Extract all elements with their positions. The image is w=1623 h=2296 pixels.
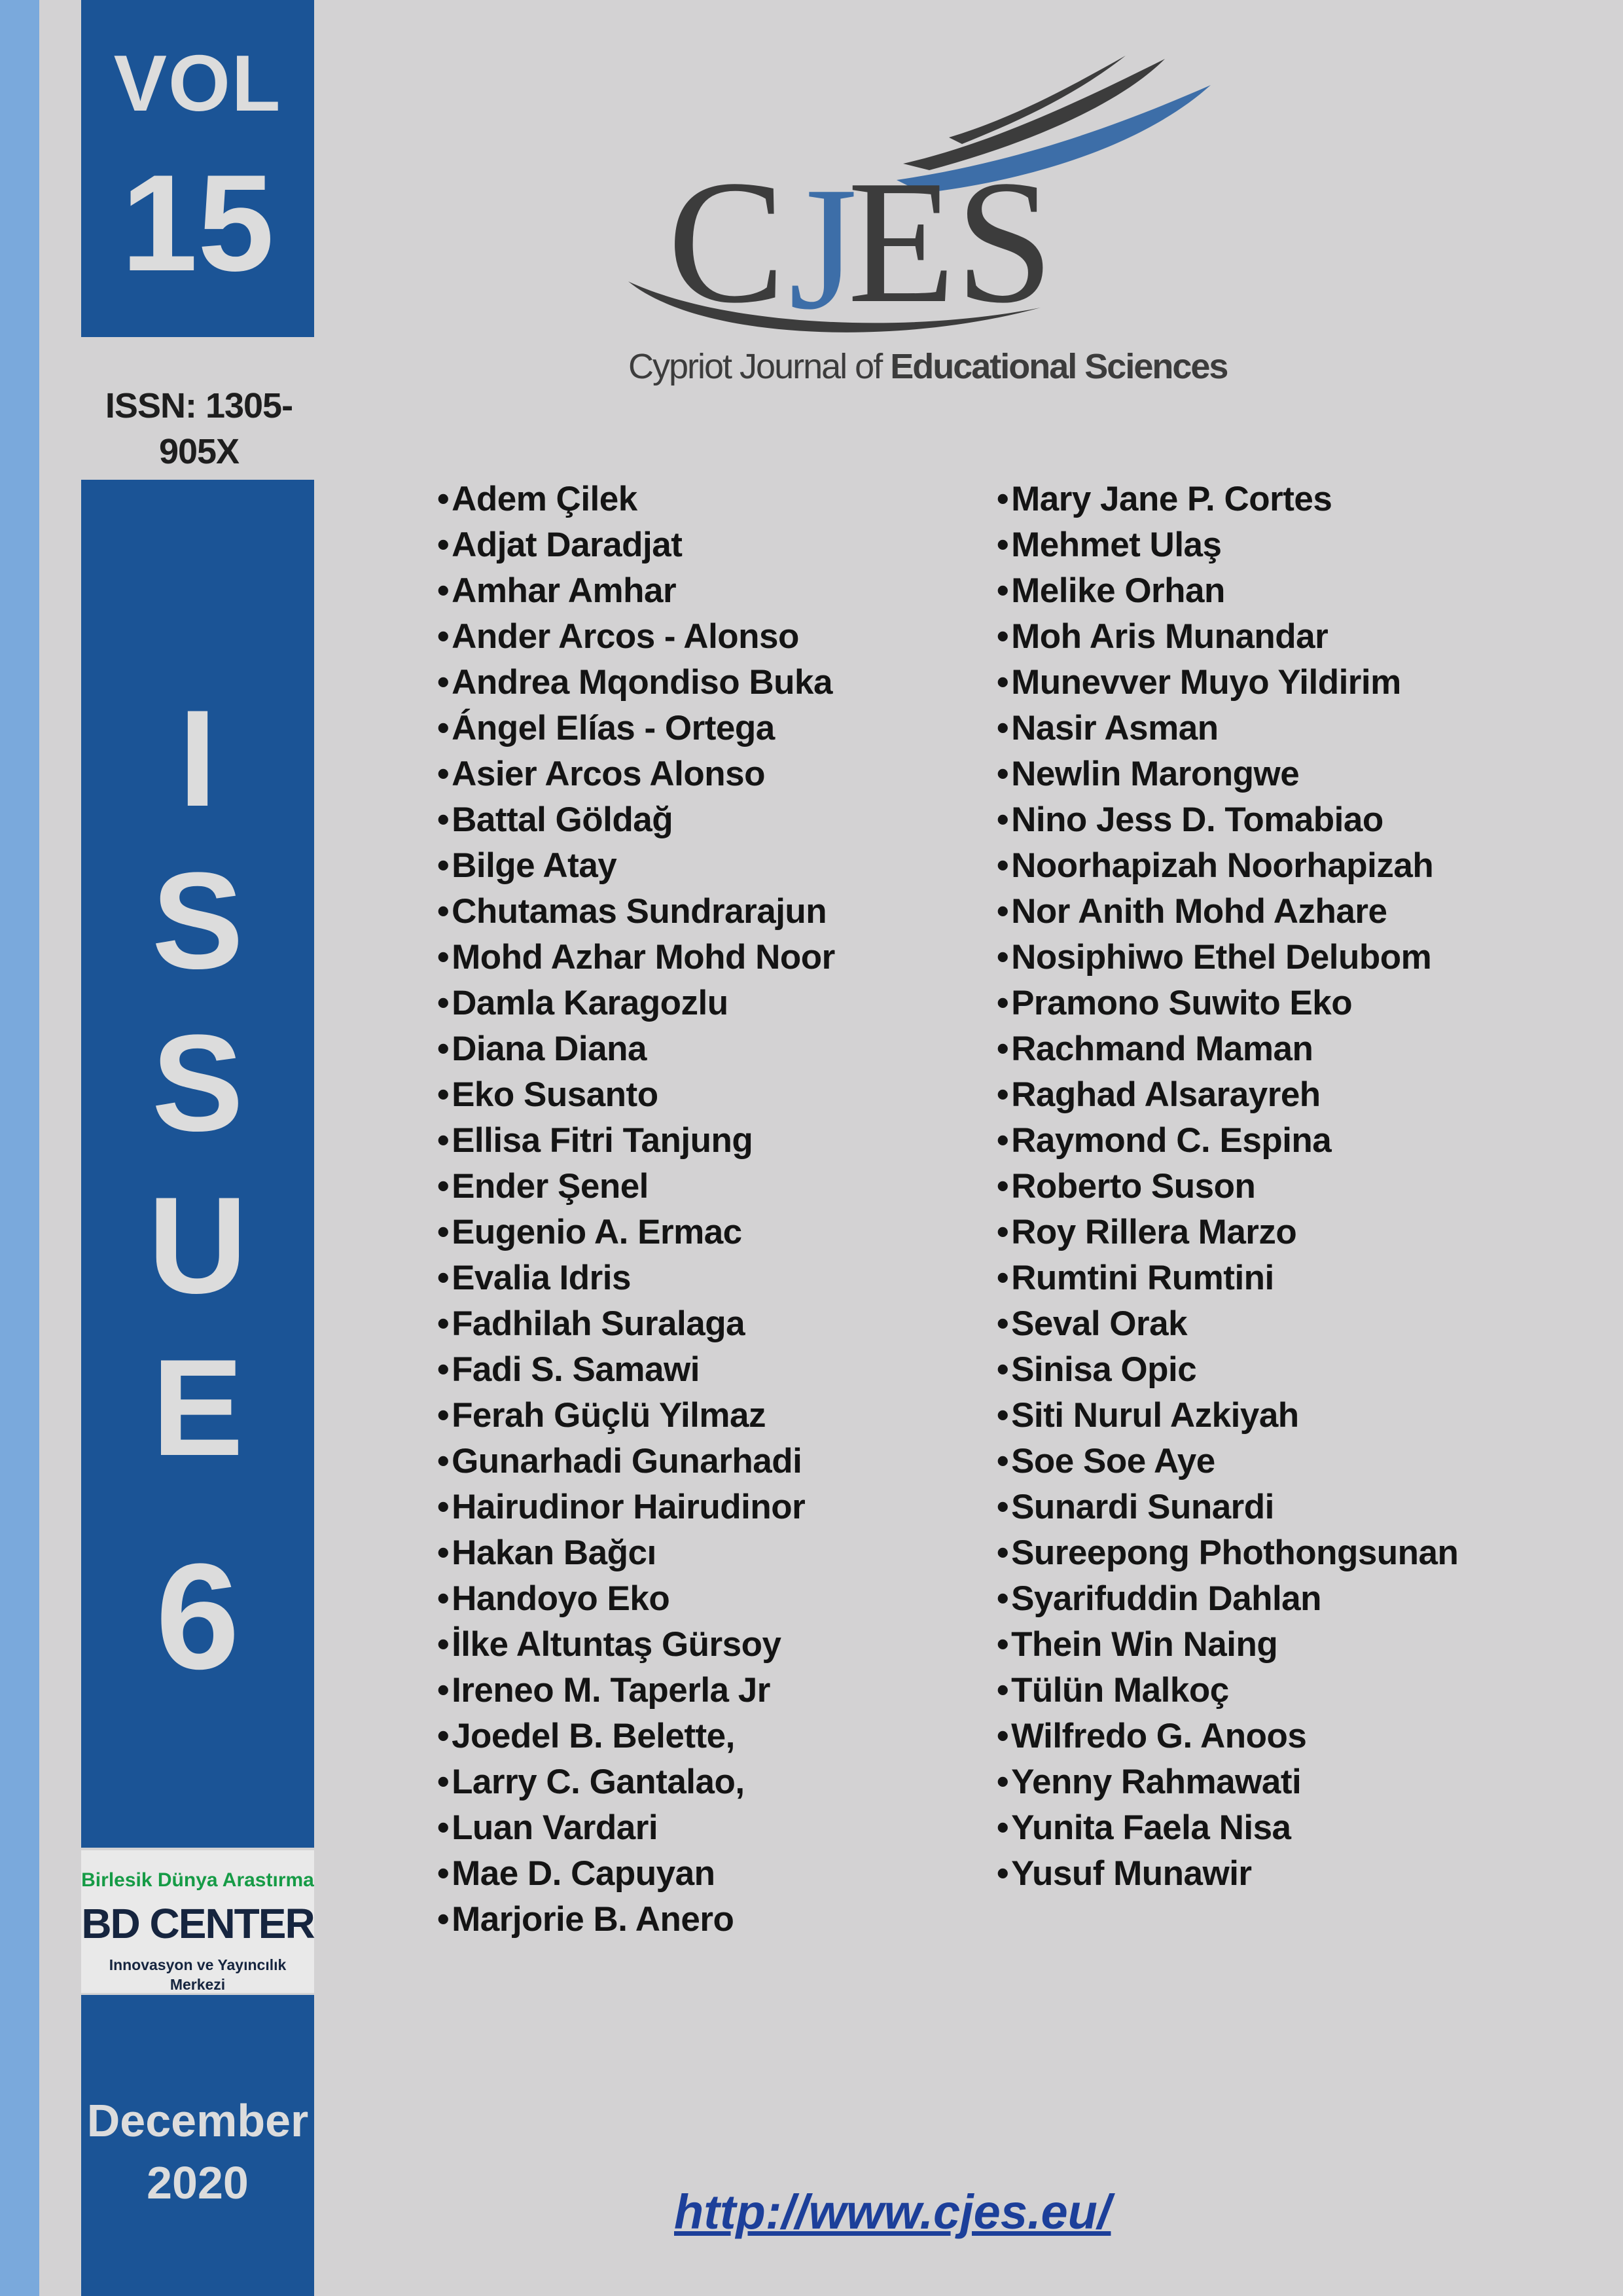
author-name: • Moh Aris Munandar — [997, 614, 1458, 660]
journal-name-bold: Educational Sciences — [890, 347, 1228, 386]
author-name: • Eugenio A. Ermac — [437, 1210, 835, 1255]
logo-letters-es: ES — [847, 144, 1054, 340]
author-name: • Larry C. Gantalao, — [437, 1759, 835, 1805]
author-name: • Nosiphiwo Ethel Delubom — [997, 935, 1458, 980]
issue-letter: S — [151, 1006, 244, 1160]
author-name: • Yenny Rahmawati — [997, 1759, 1458, 1805]
author-list-left — [437, 476, 835, 1943]
author-name: • Hakan Bağcı — [437, 1530, 835, 1576]
author-name: • Sinisa Opic — [997, 1347, 1458, 1393]
logo-letter-c: C — [668, 144, 786, 340]
author-name: • İlke Altuntaş Gürsoy — [437, 1622, 835, 1668]
publisher-logo-main-text: BD CENTER — [81, 1900, 314, 1947]
author-name: • Asier Arcos Alonso — [437, 751, 835, 797]
author-name: • Siti Nurul Azkiyah — [997, 1393, 1458, 1439]
issue-letter: S — [151, 844, 244, 997]
author-name: • Ferah Güçlü Yilmaz — [437, 1393, 835, 1439]
author-name: • Mary Jane P. Cortes — [997, 476, 1458, 522]
author-name: • Nino Jess D. Tomabiao — [997, 797, 1458, 843]
left-light-blue-strip — [0, 0, 39, 2296]
volume-label: VOL — [113, 39, 282, 128]
author-name: • Ender Şenel — [437, 1164, 835, 1210]
author-name: • Ellisa Fitri Tanjung — [437, 1118, 835, 1164]
author-name: • Joedel B. Belette, — [437, 1713, 835, 1759]
issue-letter: U — [148, 1168, 247, 1322]
left-gray-strip — [39, 0, 81, 2296]
author-name: • Raymond C. Espina — [997, 1118, 1458, 1164]
issue-word — [81, 677, 314, 1489]
author-name: • Roy Rillera Marzo — [997, 1210, 1458, 1255]
author-name: • Tülün Malkoç — [997, 1668, 1458, 1713]
volume-number: 15 — [121, 146, 274, 300]
author-name: • Mohd Azhar Mohd Noor — [437, 935, 835, 980]
issue-year: 2020 — [147, 2157, 249, 2208]
logo-letter-j: J — [789, 151, 858, 346]
author-name: • Rumtini Rumtini — [997, 1255, 1458, 1301]
author-name: • Munevver Muyo Yildirim — [997, 660, 1458, 706]
author-name: • Andrea Mqondiso Buka — [437, 660, 835, 706]
author-name: • Hairudinor Hairudinor — [437, 1484, 835, 1530]
author-name: • Chutamas Sundrarajun — [437, 889, 835, 935]
issn: ISSN: 1305-905X — [105, 386, 293, 471]
issue-number: 6 — [156, 1532, 240, 1700]
author-name: • Eko Susanto — [437, 1072, 835, 1118]
author-name: • Raghad Alsarayreh — [997, 1072, 1458, 1118]
publisher-logo — [81, 1850, 314, 1993]
journal-name — [628, 344, 1228, 389]
publisher-logo-bottom-text: Innovasyon ve Yayıncılık Merkezi — [109, 1956, 287, 1993]
publisher-logo-top-text: Birlesik Dünya Arastırma — [81, 1869, 314, 1891]
author-name: • Yunita Faela Nisa — [997, 1805, 1458, 1851]
author-name: • Damla Karagozlu — [437, 980, 835, 1026]
issue-month: December — [86, 2095, 309, 2146]
author-name: • Rachmand Maman — [997, 1026, 1458, 1072]
author-name: • Seval Orak — [997, 1301, 1458, 1347]
author-name: • Nor Anith Mohd Azhare — [997, 889, 1458, 935]
journal-name-prefix: Cypriot Journal of — [628, 347, 882, 386]
author-name: • Syarifuddin Dahlan — [997, 1576, 1458, 1622]
author-name: • Marjorie B. Anero — [437, 1897, 835, 1943]
author-name: • Ángel Elías - Ortega — [437, 706, 835, 751]
author-name: • Adjat Daradjat — [437, 522, 835, 568]
author-name: • Mehmet Ulaş — [997, 522, 1458, 568]
author-name: • Melike Orhan — [997, 568, 1458, 614]
author-name: • Nasir Asman — [997, 706, 1458, 751]
author-name: • Diana Diana — [437, 1026, 835, 1072]
author-name: • Gunarhadi Gunarhadi — [437, 1439, 835, 1484]
author-name: • Sunardi Sunardi — [997, 1484, 1458, 1530]
author-name: • Yusuf Munawir — [997, 1851, 1458, 1897]
author-name: • Sureepong Phothongsunan — [997, 1530, 1458, 1576]
author-name: • Pramono Suwito Eko — [997, 980, 1458, 1026]
author-name: • Ireneo M. Taperla Jr — [437, 1668, 835, 1713]
author-name: • Handoyo Eko — [437, 1576, 835, 1622]
author-name: • Mae D. Capuyan — [437, 1851, 835, 1897]
author-name: • Battal Göldağ — [437, 797, 835, 843]
author-name: • Newlin Marongwe — [997, 751, 1458, 797]
author-name: • Soe Soe Aye — [997, 1439, 1458, 1484]
author-name: • Ander Arcos - Alonso — [437, 614, 835, 660]
author-name: • Fadhilah Suralaga — [437, 1301, 835, 1347]
website-link[interactable]: http://www.cjes.eu/ — [674, 2185, 1111, 2239]
issue-letter: E — [151, 1331, 244, 1484]
author-name: • Wilfredo G. Anoos — [997, 1713, 1458, 1759]
author-name: • Roberto Suson — [997, 1164, 1458, 1210]
author-name: • Luan Vardari — [437, 1805, 835, 1851]
author-name: • Fadi S. Samawi — [437, 1347, 835, 1393]
author-name: • Amhar Amhar — [437, 568, 835, 614]
author-name: • Adem Çilek — [437, 476, 835, 522]
author-name: • Noorhapizah Noorhapizah — [997, 843, 1458, 889]
issue-letter: I — [178, 681, 217, 835]
author-name: • Bilge Atay — [437, 843, 835, 889]
author-name: • Thein Win Naing — [997, 1622, 1458, 1668]
author-list-right — [997, 476, 1458, 1897]
author-name: • Evalia Idris — [437, 1255, 835, 1301]
